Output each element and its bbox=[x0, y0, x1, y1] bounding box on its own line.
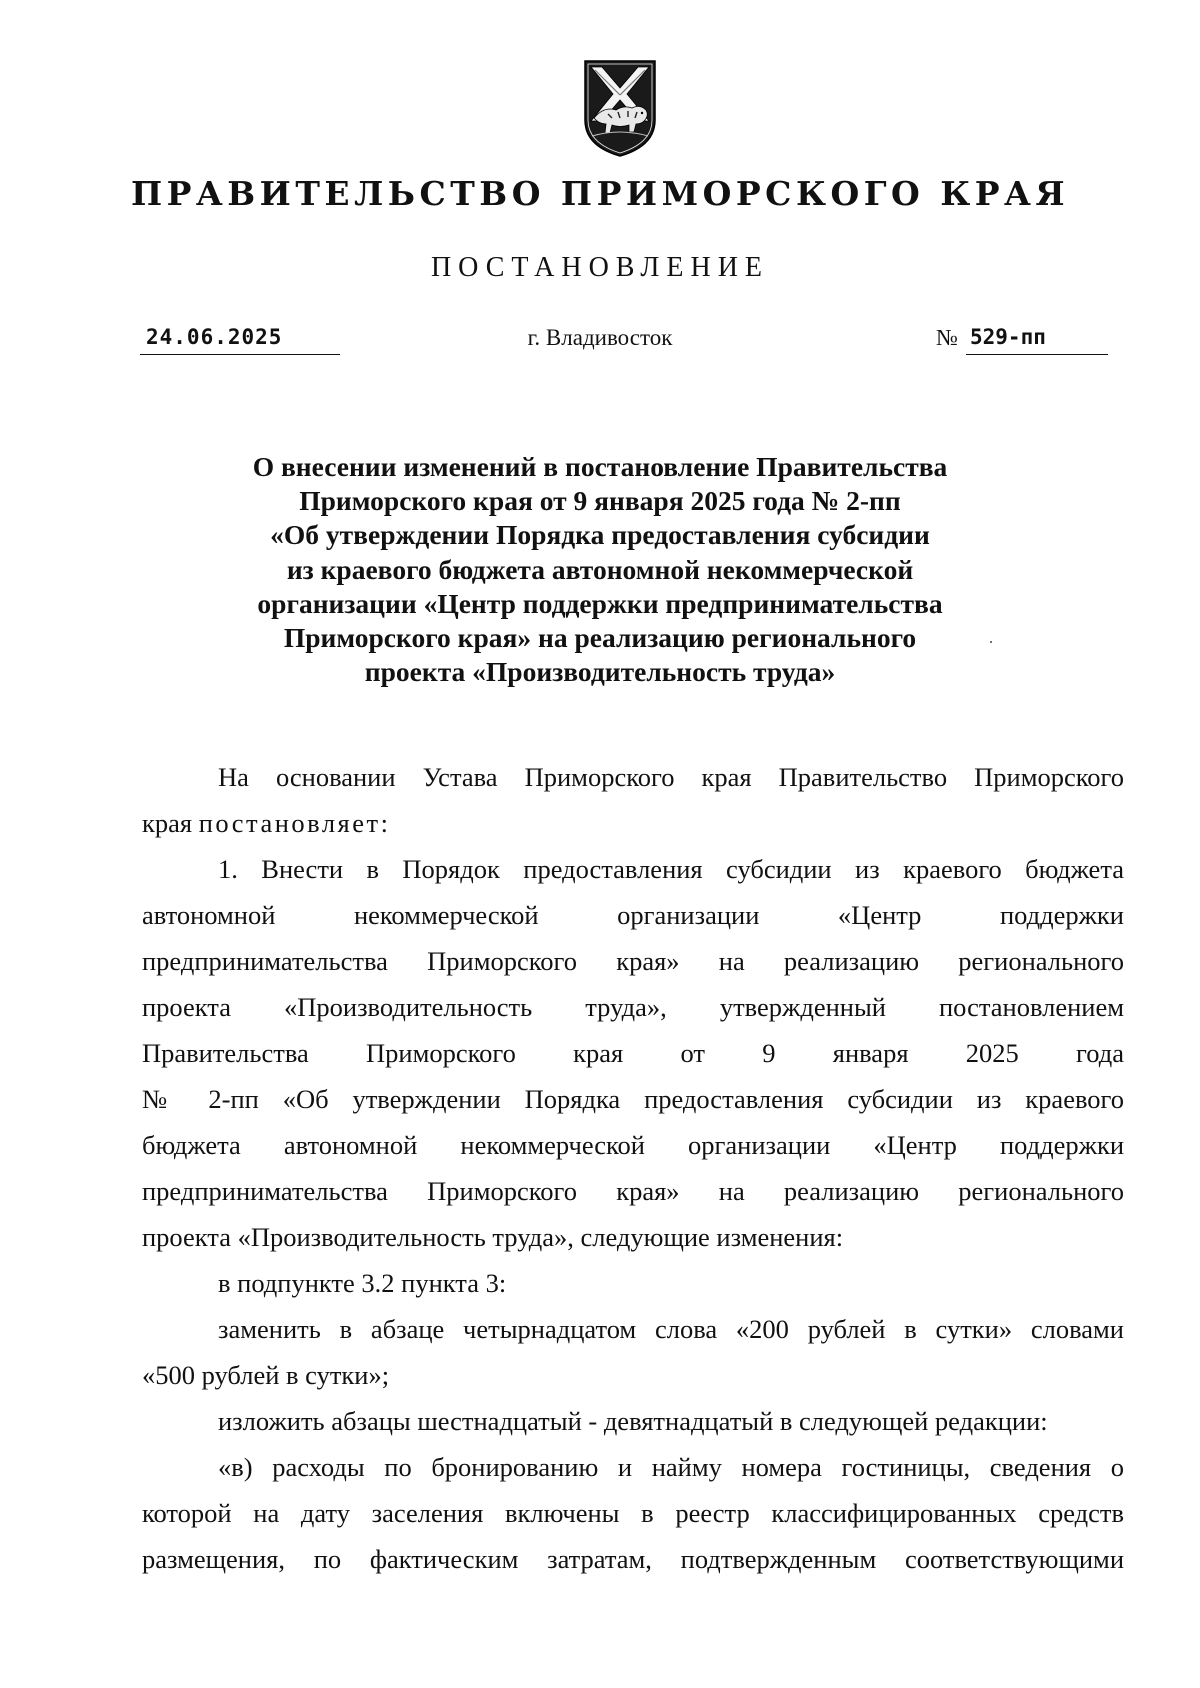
body-line: № 2-пп «Об утверждении Порядка предоставления субсидии из краевого bbox=[142, 1084, 1124, 1114]
government-title: ПРАВИТЕЛЬСТВО ПРИМОРСКОГО КРАЯ bbox=[130, 174, 1070, 213]
document-city: г. Владивосток bbox=[527, 325, 673, 350]
body-line: «в) расходы по бронированию и найму номера гостиницы, сведения о bbox=[218, 1452, 1124, 1482]
body-line: 1. Внести в Порядок предоставления субсидии из краевого бюджета bbox=[218, 854, 1124, 884]
body-line: изложить абзацы шестнадцатый - девятнадцатый в следующей редакции: bbox=[218, 1406, 1048, 1436]
body-line: проекта «Производительность труда», следующие изменения: bbox=[142, 1222, 844, 1252]
resolves-word: постановляет: bbox=[198, 808, 391, 838]
subject-line: «Об утверждении Порядка предоставления субсидии bbox=[270, 519, 930, 551]
document-meta-row bbox=[0, 322, 1200, 362]
body-text: края bbox=[142, 808, 199, 838]
body-line: Правительства Приморского края от 9 января 2025 года bbox=[142, 1038, 1124, 1068]
subject-line: Приморского края» на реализацию регионального bbox=[283, 622, 917, 654]
body-line: предпринимательства Приморского края» на реализацию регионального bbox=[142, 1176, 1124, 1206]
body-line: «500 рублей в сутки»; bbox=[142, 1360, 390, 1390]
body-line: проекта «Производительность труда», утвержденный постановлением bbox=[142, 992, 1124, 1022]
body-line: бюджета автономной некоммерческой организации «Центр поддержки bbox=[142, 1130, 1124, 1160]
document-type: ПОСТАНОВЛЕНИЕ bbox=[430, 252, 770, 283]
body-line: которой на дату заселения включены в реестр классифицированных средств bbox=[142, 1498, 1124, 1528]
document-date: 24.06.2025 bbox=[146, 325, 283, 349]
primorsky-krai-coat-of-arms-icon bbox=[582, 58, 658, 158]
body-line bbox=[142, 800, 1124, 846]
document-number: 529-пп bbox=[970, 325, 1046, 349]
document-body bbox=[142, 754, 1124, 1582]
body-line: На основании Устава Приморского края Правительство Приморского bbox=[218, 762, 1124, 792]
body-line: в подпункте 3.2 пункта 3: bbox=[218, 1268, 507, 1298]
subject-line: О внесении изменений в постановление Правительства bbox=[252, 451, 948, 482]
number-field bbox=[966, 322, 1108, 355]
subject-line: из краевого бюджета автономной некоммерческой bbox=[286, 553, 914, 585]
document-subject bbox=[200, 450, 1000, 689]
subject-line: Приморского края от 9 января 2025 года № 2-пп bbox=[299, 485, 901, 517]
subject-line: проекта «Производительность труда» bbox=[364, 656, 836, 688]
body-line: предпринимательства Приморского края» на реализацию регионального bbox=[142, 946, 1124, 976]
subject-line: организации «Центр поддержки предпринимательства bbox=[257, 587, 943, 619]
number-label: № bbox=[936, 325, 958, 350]
body-line: заменить в абзаце четырнадцатом слова «200 рублей в сутки» словами bbox=[218, 1314, 1124, 1344]
body-line: размещения, по фактическим затратам, подтвержденным соответствующими bbox=[142, 1544, 1124, 1574]
body-line: автономной некоммерческой организации «Центр поддержки bbox=[142, 900, 1124, 930]
scan-speck bbox=[990, 641, 992, 643]
